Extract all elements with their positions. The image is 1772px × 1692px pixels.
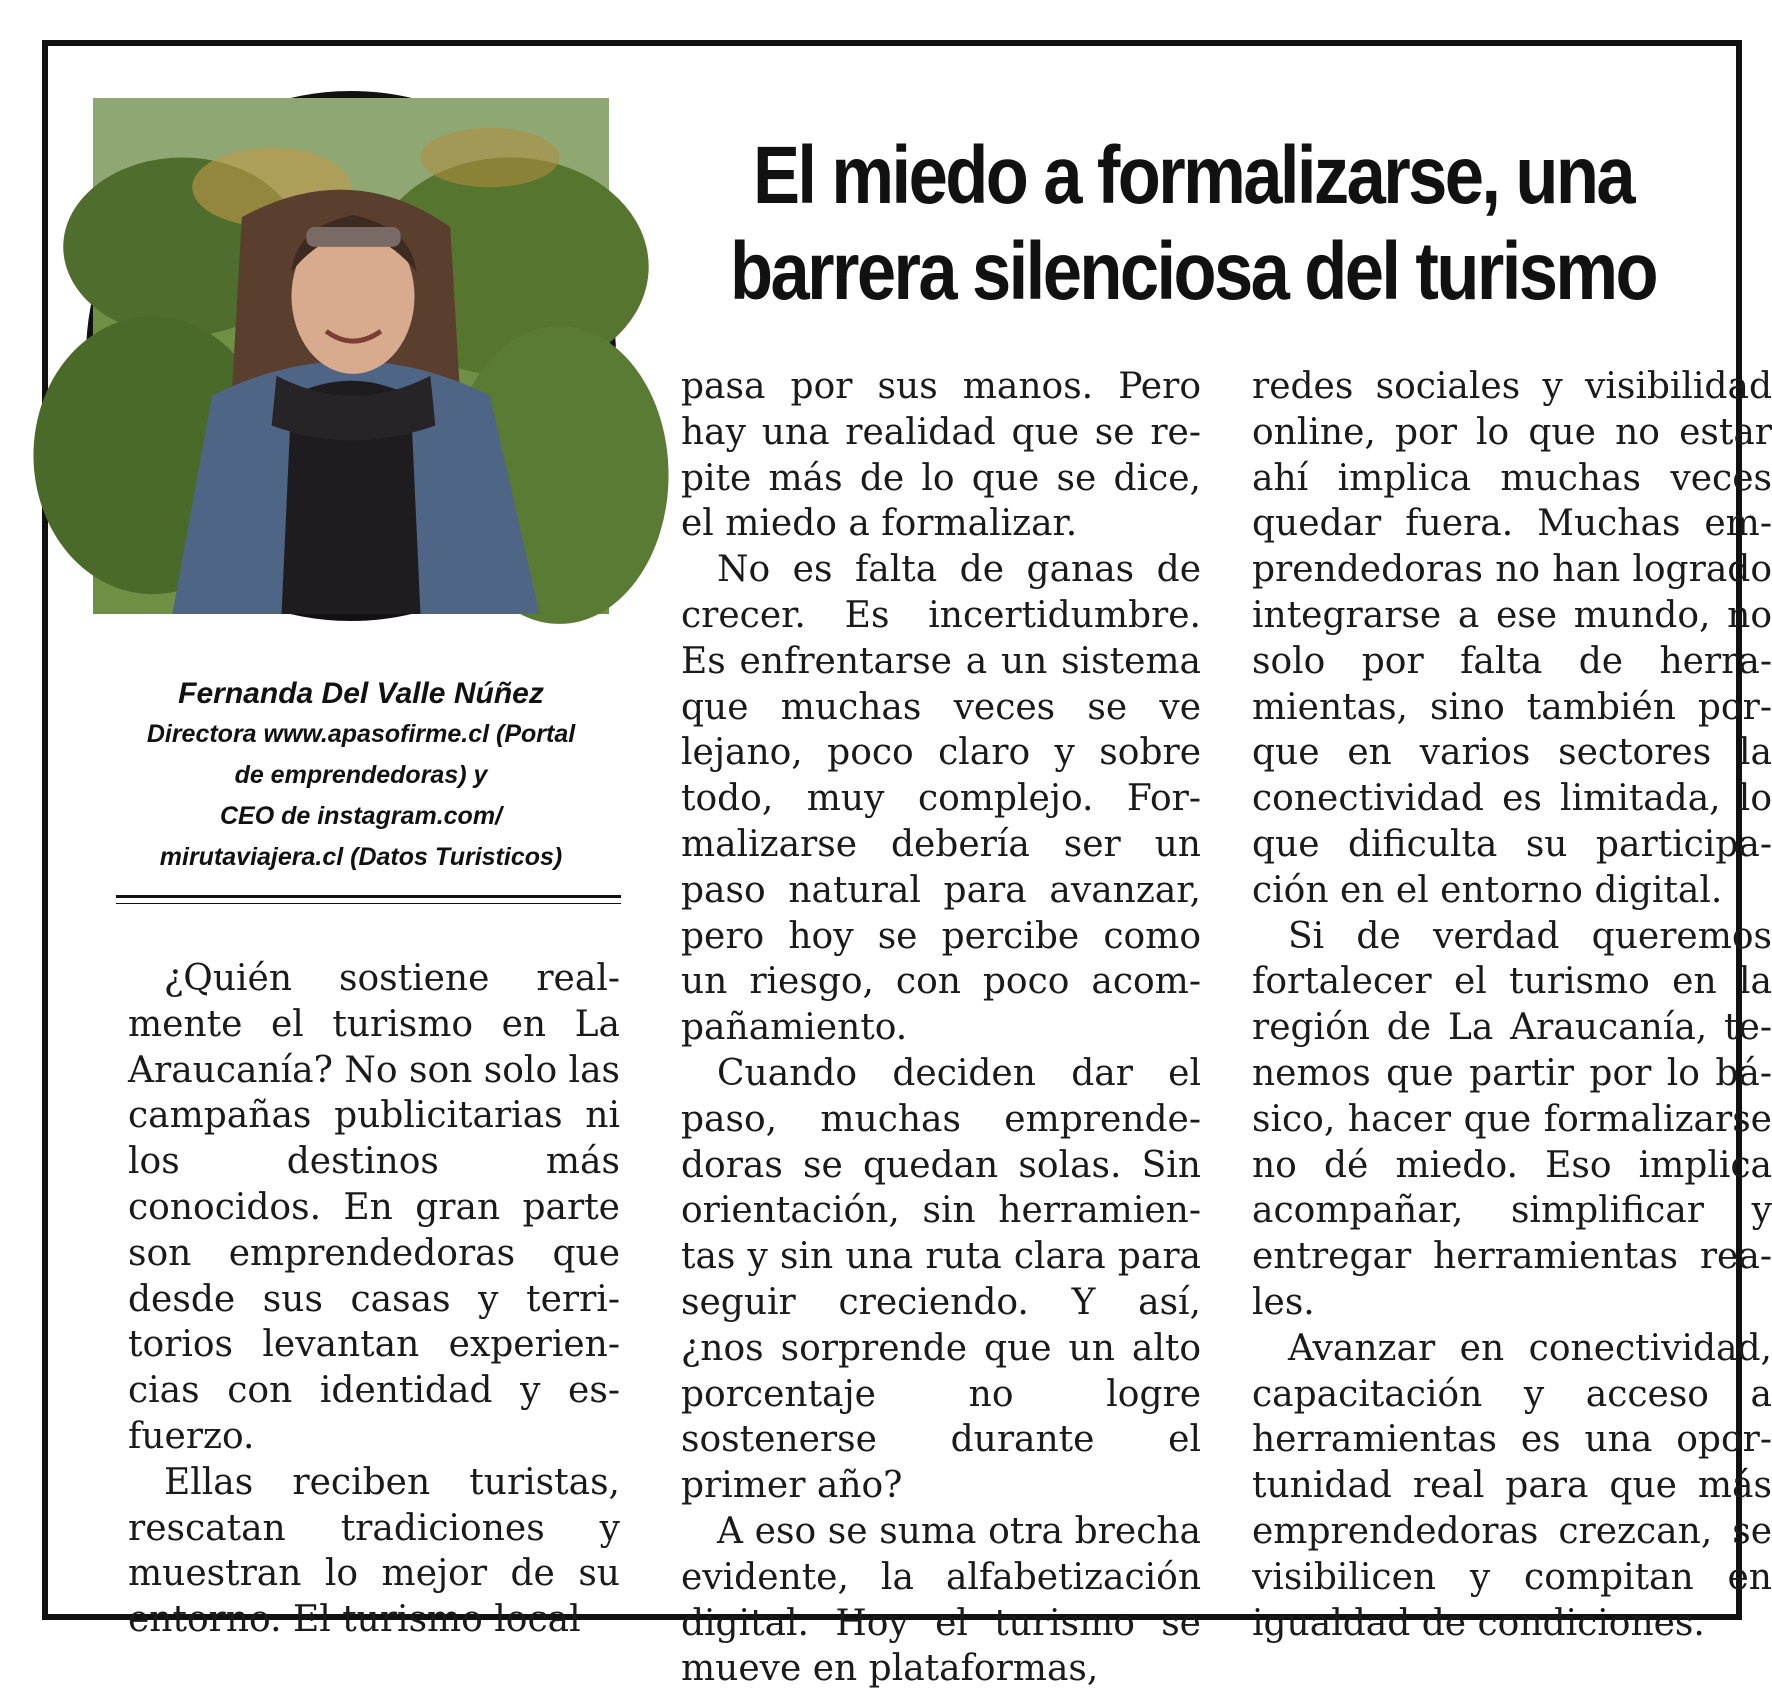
paragraph: Cuando deciden dar el paso, muchas emprendedoras se quedan solas. Sin orientación, sin herramientas y sin una ruta clara para seguir creciendo. Y así, ¿nos sorprende que un alto porcentaje no logre sostenerse durante el primer año? — [681, 1052, 1201, 1507]
author-byline — [106, 674, 616, 878]
paragraph: Si de verdad queremos fortalecer el turismo en la región de La Araucanía, tenemos que partir por lo básico, hacer que formalizarse no dé miedo. Eso implica acompañar, simplificar y entregar herramientas reales. — [1252, 915, 1772, 1323]
paragraph: redes sociales y visibilidad online, por lo que no estar ahí implica muchas veces quedar fuera. Muchas emprendedoras no han logrado integrarse a ese mundo, no solo por falta de herramientas, sino también porque en varios sectores la conectividad es limitada, lo que dificulta su participación en el entorno digital. — [1252, 366, 1772, 911]
article-frame — [42, 40, 1772, 1690]
paragraph: pasa por sus manos. Pero hay una realidad que se repite más de lo que se dice, el miedo a formalizar. — [681, 366, 1201, 545]
author-photo — [86, 91, 616, 621]
article-column-2 — [681, 364, 1201, 1692]
paragraph: A eso se suma otra brecha evidente, la alfabetización digital. Hoy el turismo se mueve en plataformas, — [681, 1510, 1201, 1690]
paragraph: Ellas reciben turistas, rescatan tradiciones y muestran lo mejor de su entorno. El turismo local — [128, 1461, 620, 1641]
author-name: Fernanda Del Valle Núñez — [178, 677, 544, 710]
byline-divider — [116, 895, 621, 898]
paragraph: No es falta de ganas de crecer. Es incertidumbre. Es enfrentarse a un sistema que muchas veces se ve lejano, poco claro y sobre todo, muy complejo. Formalizarse debería ser un paso natural para avanzar, pero hoy se percibe como un riesgo, con poco acompañamiento. — [681, 549, 1201, 1049]
article-column-1 — [128, 956, 620, 1643]
headline: El miedo a formalizarse, una barrera silenciosa del turismo — [730, 130, 1656, 317]
author-role: Directora www.apasofirme.cl (Portal de emprendedoras) y CEO de instagram.com/ mirutaviajera.cl (Datos Turisticos) — [146, 720, 576, 871]
paragraph: ¿Quién sostiene realmente el turismo en La Araucanía? No son solo las campañas publicitarias ni los destinos más conocidos. En gran parte son emprendedoras que desde sus casas y territorios levantan experiencias con identidad y esfuerzo. — [128, 958, 621, 1457]
paragraph: Avanzar en conectividad, capacitación y acceso a herramientas es una oportunidad real para que más emprendedoras crezcan, se visibilicen y compitan en igualdad de condiciones. — [1252, 1327, 1772, 1644]
byline-divider-thin — [116, 903, 621, 904]
article-column-3 — [1252, 364, 1772, 1646]
